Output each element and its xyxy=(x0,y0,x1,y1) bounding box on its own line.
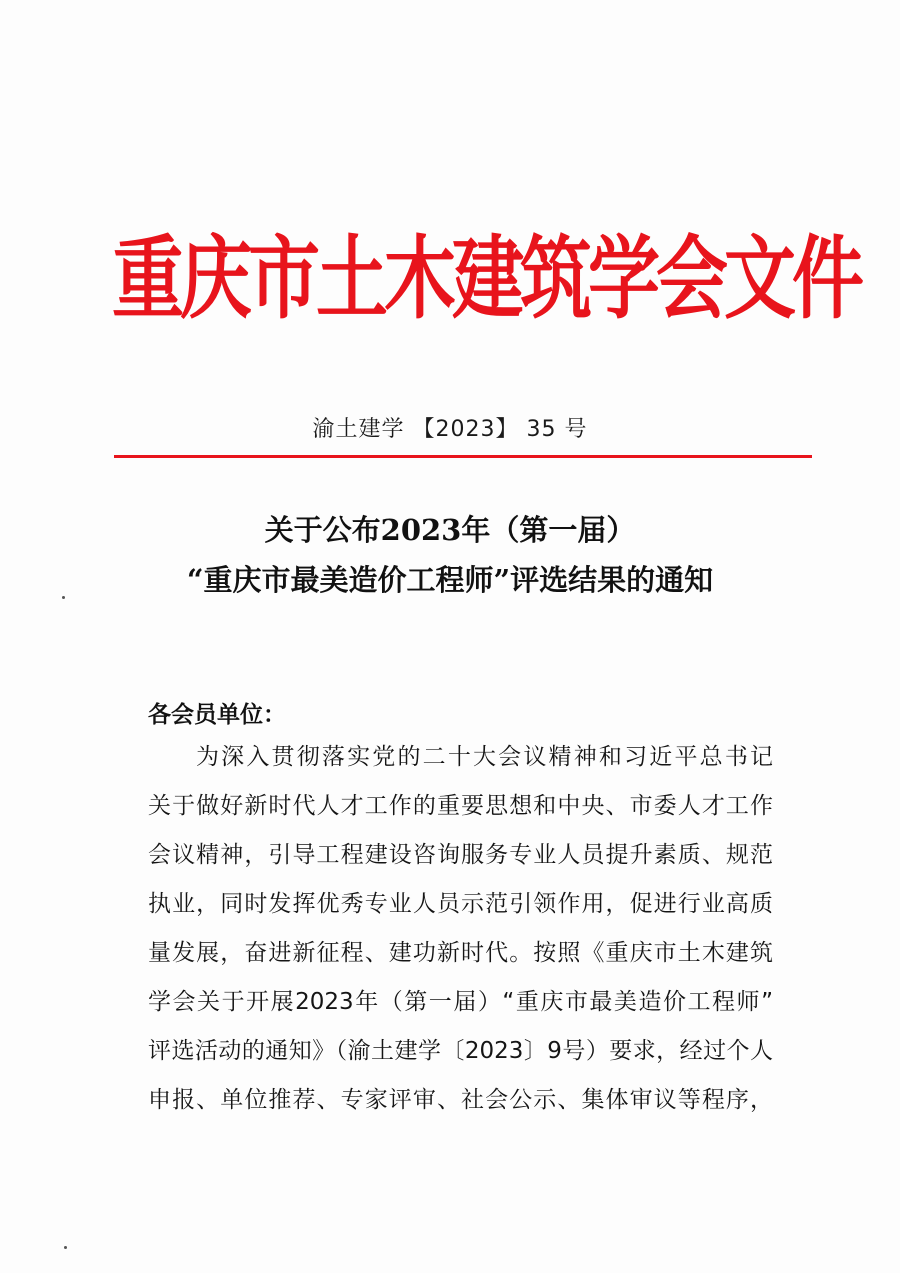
body-line-8: 申报、单位推荐、专家评审、社会公示、集体审议等程序， xyxy=(148,1087,773,1113)
body-line-7: 评选活动的通知》（渝土建学〔2023〕9号）要求，经过个人 xyxy=(148,1038,773,1064)
document-number: 渝土建学 【2023】 35 号 xyxy=(312,417,588,442)
body-line-5: 量发展，奋进新征程、建功新时代。按照《重庆市土木建筑 xyxy=(148,940,773,966)
salutation: 各会员单位： xyxy=(148,702,286,728)
body-line-3: 会议精神，引导工程建设咨询服务专业人员提升素质、规范 xyxy=(148,842,773,868)
scan-speck xyxy=(62,596,65,599)
notice-title-line-1: 关于公布2023年（第一届） xyxy=(264,513,636,547)
body-line-6: 学会关于开展2023年（第一届）“重庆市最美造价工程师” xyxy=(148,989,773,1015)
notice-title-line-2: “重庆市最美造价工程师”评选结果的通知 xyxy=(186,563,714,597)
body-line-1: 为深入贯彻落实党的二十大会议精神和习近平总书记 xyxy=(196,744,773,770)
red-divider xyxy=(114,455,812,458)
body-line-2: 关于做好新时代人才工作的重要思想和中央、市委人才工作 xyxy=(148,793,773,819)
masthead-title: 重庆市土木建筑学会文件 xyxy=(112,224,861,331)
scan-speck xyxy=(64,1246,67,1249)
body-line-4: 执业，同时发挥优秀专业人员示范引领作用，促进行业高质 xyxy=(148,891,773,917)
